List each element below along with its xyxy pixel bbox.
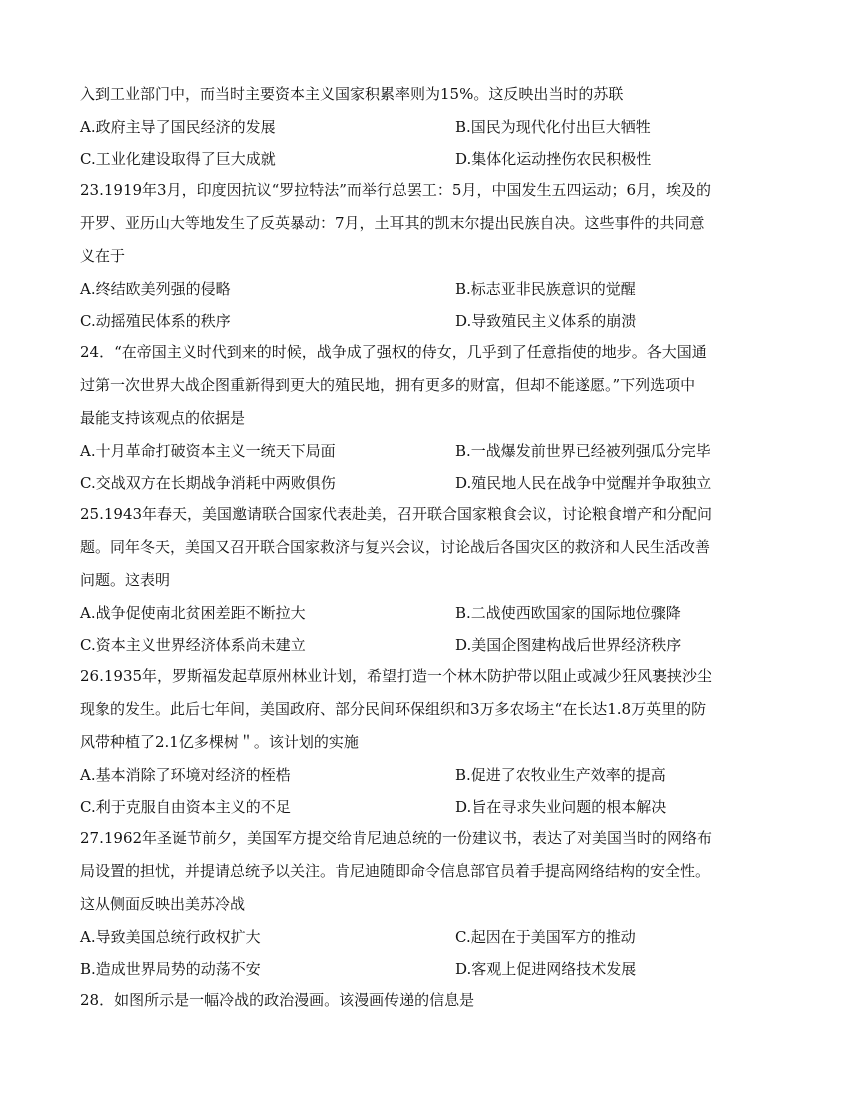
question-23-line-2: 开罗、亚历山大等地发生了反英暴动：7月，土耳其的凯末尔提出民族自决。这些事件的共同意 (80, 214, 705, 232)
question-22-option-a: A.政府主导了国民经济的发展 (80, 118, 276, 136)
question-23-line-1: 23.1919年3月，印度因抗议“罗拉特法”而举行总罢工：5月，中国发生五四运动；6月，埃及的 (80, 181, 711, 199)
question-26-line-1: 26.1935年，罗斯福发起草原州林业计划，希望打造一个林木防护带以阻止或减少狂风裹挟沙尘 (80, 667, 713, 685)
question-25-options-row-2 (80, 630, 780, 660)
question-22-options-row-2 (80, 144, 780, 174)
question-27-option-d: D.客观上促进网络技术发展 (455, 960, 637, 978)
question-26-options-row-1 (80, 759, 780, 792)
question-25-line-3: 问题。这表明 (80, 571, 171, 589)
question-23-options-row-1 (80, 273, 780, 306)
question-22-option-c: C.工业化建设取得了巨大成就 (80, 150, 276, 168)
question-26-line-3: 风带种植了2.1亿多棵树＂。该计划的实施 (80, 733, 359, 751)
question-27-line-3: 这从侧面反映出美苏冷战 (80, 895, 246, 913)
question-24-line-1: 24．“在帝国主义时代到来的时候，战争成了强权的侍女，几乎到了任意指使的地步。各大国通 (80, 343, 707, 361)
question-26-line-2: 现象的发生。此后七年间，美国政府、部分民间环保组织和3万多农场主“在长达1.8万英里的防 (80, 700, 707, 718)
question-27-option-a: A.导致美国总统行政权扩大 (80, 928, 261, 946)
question-27-options-row-1 (80, 921, 780, 954)
question-24-option-d: D.殖民地人民在战争中觉醒并争取独立 (455, 474, 712, 492)
question-22-options-row-1 (80, 111, 780, 144)
question-23-option-b: B.标志亚非民族意识的觉醒 (455, 280, 636, 298)
question-23-option-a: A.终结欧美列强的侵略 (80, 280, 231, 298)
question-27-line-2: 局设置的担忧，并提请总统予以关注。肯尼迪随即命令信息部官员着手提高网络结构的安全性。 (80, 862, 711, 880)
question-23-line-3: 义在于 (80, 247, 126, 265)
question-25-options-row-1 (80, 597, 780, 630)
question-25-option-a: A.战争促使南北贫困差距不断拉大 (80, 604, 306, 622)
question-22-option-b: B.国民为现代化付出巨大牺牲 (455, 118, 651, 136)
question-25-line-2: 题。同年冬天，美国又召开联合国家救济与复兴会议，讨论战后各国灾区的救济和人民生活改善 (80, 538, 711, 556)
question-23-option-c: C.动摇殖民体系的秩序 (80, 312, 231, 330)
question-25-option-d: D.美国企图建构战后世界经济秩序 (455, 636, 682, 654)
question-26-option-a: A.基本消除了环境对经济的桎梏 (80, 766, 291, 784)
question-22-stem-tail: 入到工业部门中，而当时主要资本主义国家积累率则为15%。这反映出当时的苏联 (80, 85, 624, 103)
question-23-option-d: D.导致殖民主义体系的崩溃 (455, 312, 637, 330)
question-27-option-c: C.起因在于美国军方的推动 (455, 928, 636, 946)
question-26-options-row-2 (80, 792, 780, 822)
exam-page (80, 78, 780, 1017)
question-24-option-b: B.一战爆发前世界已经被列强瓜分完毕 (455, 442, 711, 460)
question-24-line-3: 最能支持该观点的依据是 (80, 409, 246, 427)
question-27-options-row-2 (80, 954, 780, 984)
question-24-option-c: C.交战双方在长期战争消耗中两败俱伤 (80, 474, 336, 492)
question-23-options-row-2 (80, 306, 780, 336)
question-27-option-b: B.造成世界局势的动荡不安 (80, 960, 261, 978)
question-24-line-2: 过第一次世界大战企图重新得到更大的殖民地，拥有更多的财富，但却不能遂愿。”下列选项中 (80, 376, 696, 394)
question-24-options-row-2 (80, 468, 780, 498)
question-26-option-c: C.利于克服自由资本主义的不足 (80, 798, 291, 816)
question-26-option-b: B.促进了农牧业生产效率的提高 (455, 766, 666, 784)
question-25-line-1: 25.1943年春天，美国邀请联合国家代表赴美，召开联合国家粮食会议，讨论粮食增产和分配问 (80, 505, 713, 523)
question-26-option-d: D.旨在寻求失业问题的根本解决 (455, 798, 667, 816)
question-24-option-a: A.十月革命打破资本主义一统天下局面 (80, 442, 336, 460)
question-25-option-b: B.二战使西欧国家的国际地位骤降 (455, 604, 681, 622)
question-22-option-d: D.集体化运动挫伤农民积极性 (455, 150, 652, 168)
question-24-options-row-1 (80, 435, 780, 468)
question-28-line-1: 28．如图所示是一幅冷战的政治漫画。该漫画传递的信息是 (80, 991, 475, 1009)
question-27-line-1: 27.1962年圣诞节前夕，美国军方提交给肯尼迪总统的一份建议书，表达了对美国当时的网络布 (80, 829, 713, 847)
question-25-option-c: C.资本主义世界经济体系尚未建立 (80, 636, 306, 654)
